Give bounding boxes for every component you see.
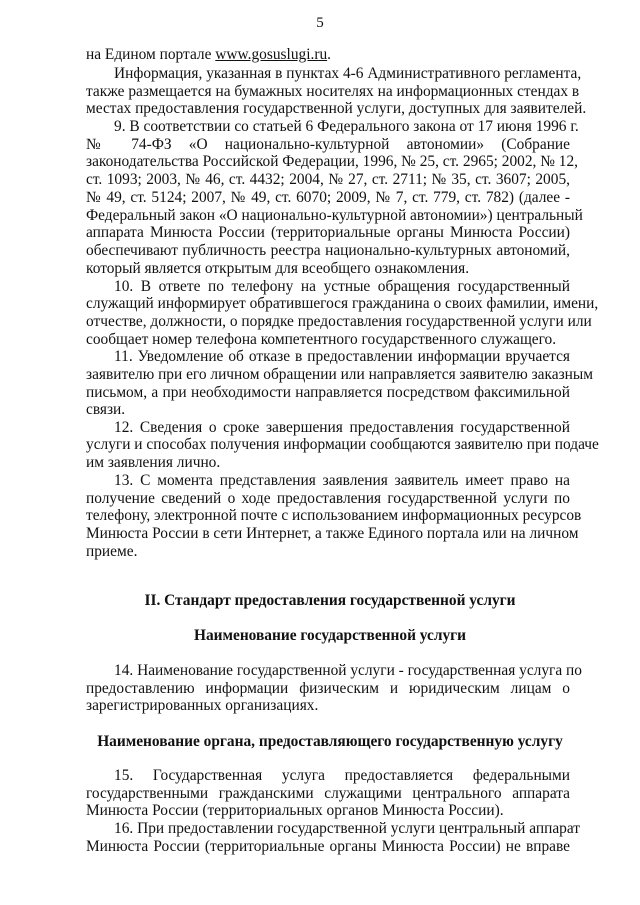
paragraph-line: связи. — [86, 401, 126, 418]
paragraph-line: 10. В ответе по телефону на устные обращения государственный — [114, 278, 570, 295]
paragraph-line: Минюста России (территориальные органы Минюста России) не вправе — [86, 838, 570, 855]
paragraph-line: письмом, а при необходимости направляется посредством факсимильной — [86, 384, 570, 401]
paragraph-line: получение сведений о ходе предоставления государственной услуги по — [86, 490, 570, 507]
paragraph-line: государственными гражданскими служащими центрального аппарата — [86, 785, 570, 802]
paragraph-line: 14. Наименование государственной услуги - государственная услуга по — [114, 662, 582, 679]
paragraph-line: 9. В соответствии со статьей 6 Федерального закона от 17 июня 1996 г. — [114, 118, 579, 135]
paragraph-line: им заявления лично. — [86, 454, 221, 471]
paragraph-line: Информация, указанная в пунктах 4-6 Административного регламента, — [114, 65, 582, 82]
paragraph-line: 11. Уведомление об отказе в предоставлении информации вручается — [114, 348, 570, 365]
paragraph-line: 12. Сведения о сроке завершения предоставления государственной — [114, 419, 570, 436]
paragraph-line: который является открытым для всеобщего ознакомления. — [86, 260, 470, 277]
paragraph-line: предоставлению информации физическим и юридическим лицам о — [86, 680, 570, 697]
paragraph-line: также размещается на бумажных носителях на информационных стендах в — [86, 83, 580, 100]
paragraph-line: отчестве, должности, о порядке предоставления государственной услуги или — [86, 313, 592, 330]
section-heading: Наименование органа, предоставляющего государственную услугу — [97, 733, 563, 750]
paragraph-line: Минюста России (территориальных органов Минюста России). — [86, 802, 504, 819]
paragraph-line: сообщает номер телефона компетентного государственного служащего. — [86, 331, 557, 348]
paragraph-line: услуги и способах получения информации сообщаются заявителю при подаче — [86, 436, 599, 453]
paragraph-line: законодательства Российской Федерации, 1996, № 25, ст. 2965; 2002, № 12, — [86, 153, 579, 170]
paragraph-line: ст. 1093; 2003, № 46, ст. 4432; 2004, № 27, ст. 2711; № 35, ст. 3607; 2005, — [86, 171, 570, 188]
paragraph-line: 13. С момента представления заявления заявитель имеет право на — [114, 472, 570, 489]
section-heading: Наименование государственной услуги — [193, 627, 467, 644]
paragraph-line: аппарата Минюста России (территориальные органы Минюста России) — [86, 224, 570, 241]
paragraph-line: № 49, ст. 5124; 2007, № 49, ст. 6070; 2009, № 7, ст. 779, ст. 782) (далее - — [86, 189, 570, 206]
page-number: 5 — [316, 15, 324, 31]
paragraph-line: № 74-ФЗ «О национально-культурной автономии» (Собрание — [86, 136, 570, 153]
paragraph-line: служащий информирует обратившегося гражданина о своих фамилии, имени, — [86, 295, 599, 312]
paragraph-line: зарегистрированных организациях. — [86, 697, 319, 714]
paragraph-line: телефону, электронной почте с использованием информационных ресурсов — [86, 507, 582, 524]
paragraph-line: обеспечивают публичность реестра национально-культурных автономий, — [86, 242, 570, 259]
section-heading: II. Стандарт предоставления государственной услуги — [144, 592, 516, 609]
paragraph-line: на Едином портале www.gosuslugi.ru. — [86, 46, 332, 63]
gosuslugi-link[interactable]: www.gosuslugi.ru — [215, 46, 328, 63]
paragraph-line: 16. При предоставлении государственной услуги центральный аппарат — [114, 820, 581, 837]
paragraph-line: 15. Государственная услуга предоставляется федеральными — [114, 767, 570, 784]
paragraph-line: Минюста России в сети Интернет, а также Единого портала или на личном — [86, 525, 579, 542]
paragraph-line: местах предоставления государственной услуги, доступных для заявителей. — [86, 100, 587, 117]
paragraph-line: заявителю при его личном обращении или направляется заявителю заказным — [86, 366, 593, 383]
paragraph-line: приеме. — [86, 543, 138, 560]
paragraph-line: Федеральный закон «О национально-культурной автономии») центральный — [86, 207, 583, 224]
